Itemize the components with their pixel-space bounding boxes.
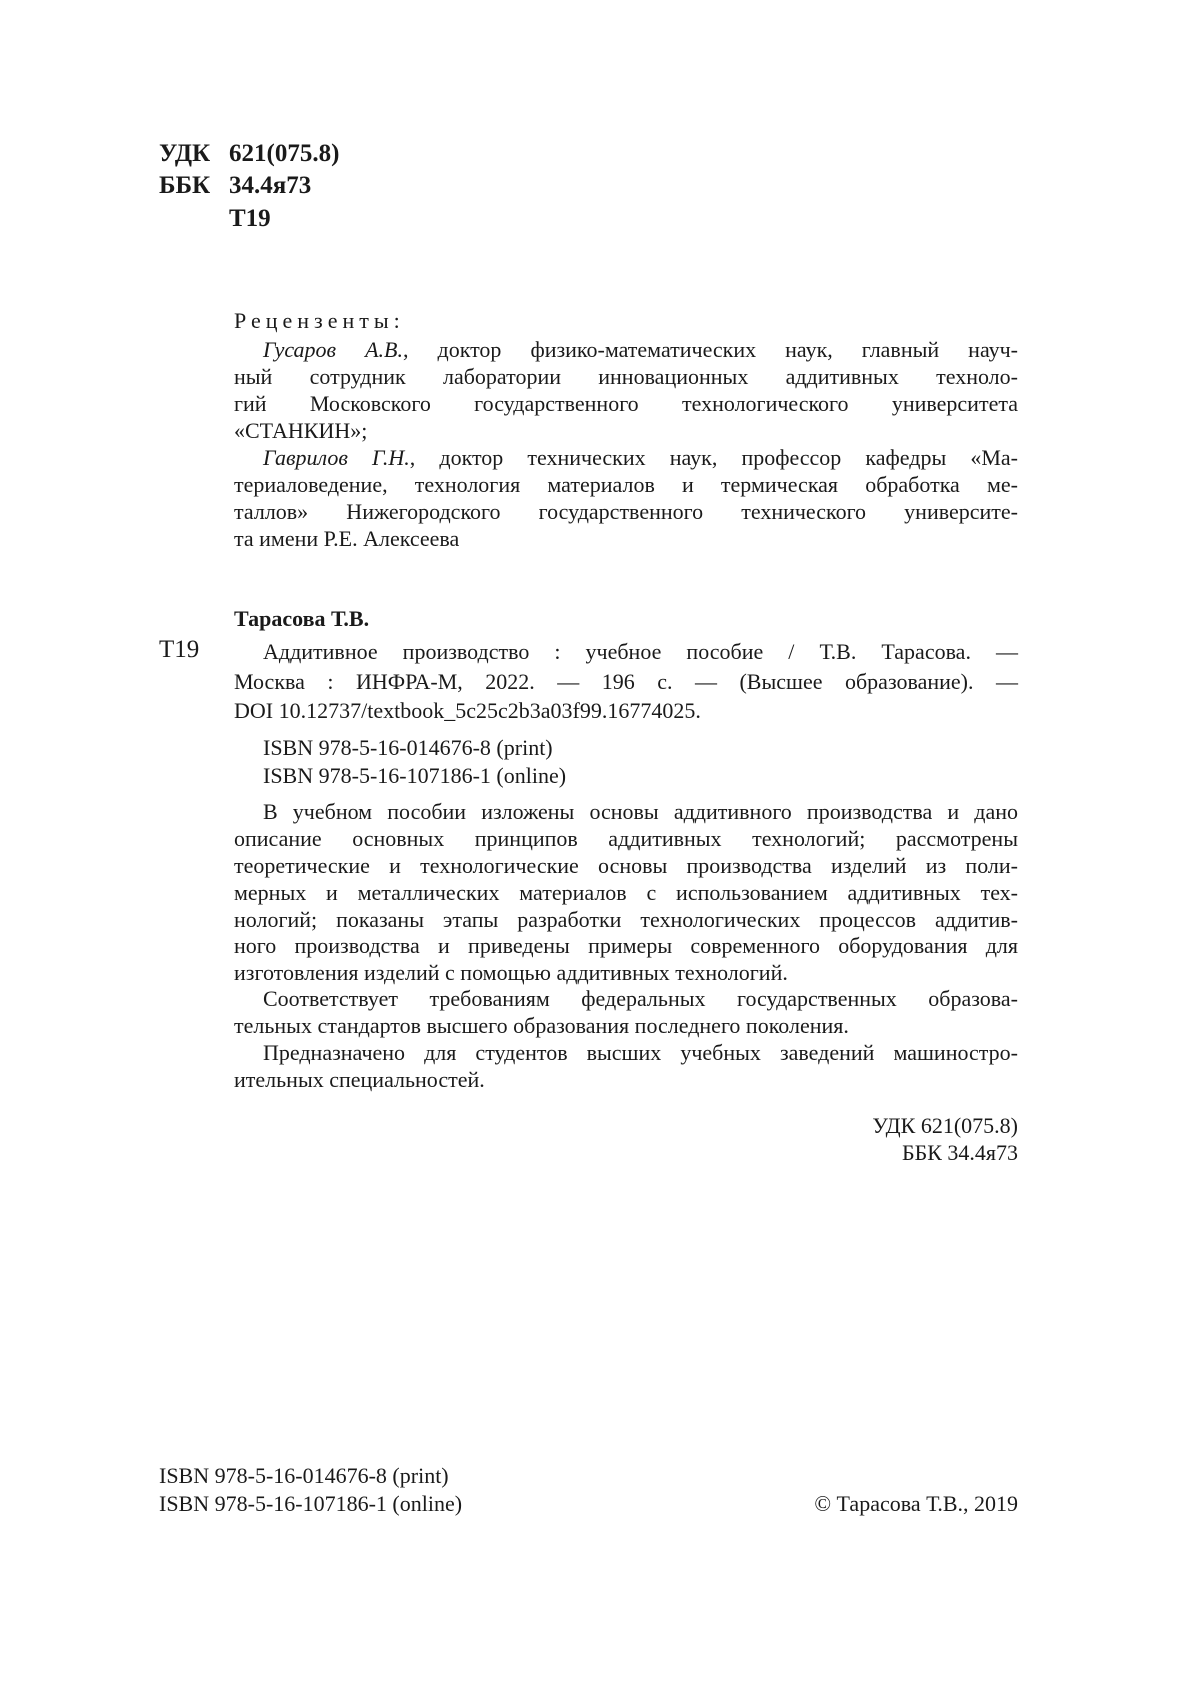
abstract-line: изготовления изделий с помощью аддитивных технологий.: [234, 960, 788, 985]
reviewer-line: [234, 363, 1018, 391]
record-bbk: ББК 34.4я73: [901, 1140, 1018, 1165]
reviewer-text: , доктор технических наук, профессор кафедры «Ма-: [409, 445, 1018, 470]
reviewer-text: гий Московского государственного технологического университета: [234, 391, 1018, 416]
reviewer-line: [234, 390, 1018, 418]
copyright: © Тарасова Т.В., 2019: [814, 1491, 1018, 1516]
reviewer-line: [234, 498, 1018, 526]
abstract-line: мерных и металлических материалов с использованием аддитивных тех-: [234, 880, 1018, 905]
abstract-line: Соответствует требованиям федеральных государственных образова-: [263, 986, 1018, 1011]
description-line: DOI 10.12737/textbook_5c25c2b3a03f99.16774025.: [234, 698, 701, 723]
reviewer-text: та имени Р.Е. Алексеева: [234, 526, 460, 551]
abstract-line: теоретические и технологические основы производства изделий из поли-: [234, 853, 1018, 878]
bbk-label: ББК: [159, 172, 211, 199]
abstract-line: нологий; показаны этапы разработки технологических процессов аддитив-: [234, 907, 1018, 932]
reviewer-line: [234, 525, 1018, 553]
bbk-value: 34.4я73: [229, 172, 312, 199]
reviewer-text: , доктор физико-математических наук, главный науч-: [402, 337, 1018, 362]
reviewer-line: [263, 336, 1018, 364]
isbn-print: ISBN 978-5-16-014676-8 (print): [263, 735, 553, 760]
record-sign: Т19: [159, 636, 200, 663]
author-sign: Т19: [229, 205, 271, 232]
abstract-line: Предназначено для студентов высших учебных заведений машиностро-: [263, 1040, 1018, 1065]
reviewer-name: Гусаров А.В.: [263, 337, 403, 362]
isbn-online: ISBN 978-5-16-107186-1 (online): [263, 763, 567, 788]
reviewer-text: териаловедение, технология материалов и термическая обработка ме-: [234, 472, 1018, 497]
reviewer-name: Гаврилов Г.Н.: [263, 445, 410, 470]
record-author: Тарасова Т.В.: [234, 606, 370, 631]
udk-label: УДК: [159, 140, 211, 167]
footer-isbn-print: ISBN 978-5-16-014676-8 (print): [159, 1463, 449, 1488]
abstract-line: В учебном пособии изложены основы аддитивного производства и дано: [263, 799, 1018, 824]
reviewer-text: ный сотрудник лаборатории инновационных аддитивных техноло-: [234, 364, 1018, 389]
abstract-line: описание основных принципов аддитивных технологий; рассмотрены: [234, 826, 1018, 851]
record-udk: УДК 621(075.8): [872, 1113, 1018, 1138]
footer-isbn-online: ISBN 978-5-16-107186-1 (online): [159, 1491, 463, 1516]
reviewer-text: таллов» Нижегородского государственного технического университе-: [234, 499, 1018, 524]
abstract-line: ительных специальностей.: [234, 1067, 485, 1092]
udk-value: 621(075.8): [229, 140, 340, 167]
reviewer-line: [234, 417, 1018, 445]
description-line: Аддитивное производство : учебное пособие / Т.В. Тарасова. —: [263, 639, 1018, 664]
abstract-line: тельных стандартов высшего образования последнего поколения.: [234, 1013, 849, 1038]
reviewers-heading: Рецензенты:: [234, 308, 405, 333]
description-line: Москва : ИНФРА-М, 2022. — 196 с. — (Высшее образование). —: [234, 669, 1018, 694]
abstract-line: ного производства и приведены примеры современного оборудования для: [234, 933, 1018, 958]
reviewer-line: [234, 471, 1018, 499]
reviewer-line: [263, 444, 1018, 472]
reviewer-text: «СТАНКИН»;: [234, 418, 368, 443]
